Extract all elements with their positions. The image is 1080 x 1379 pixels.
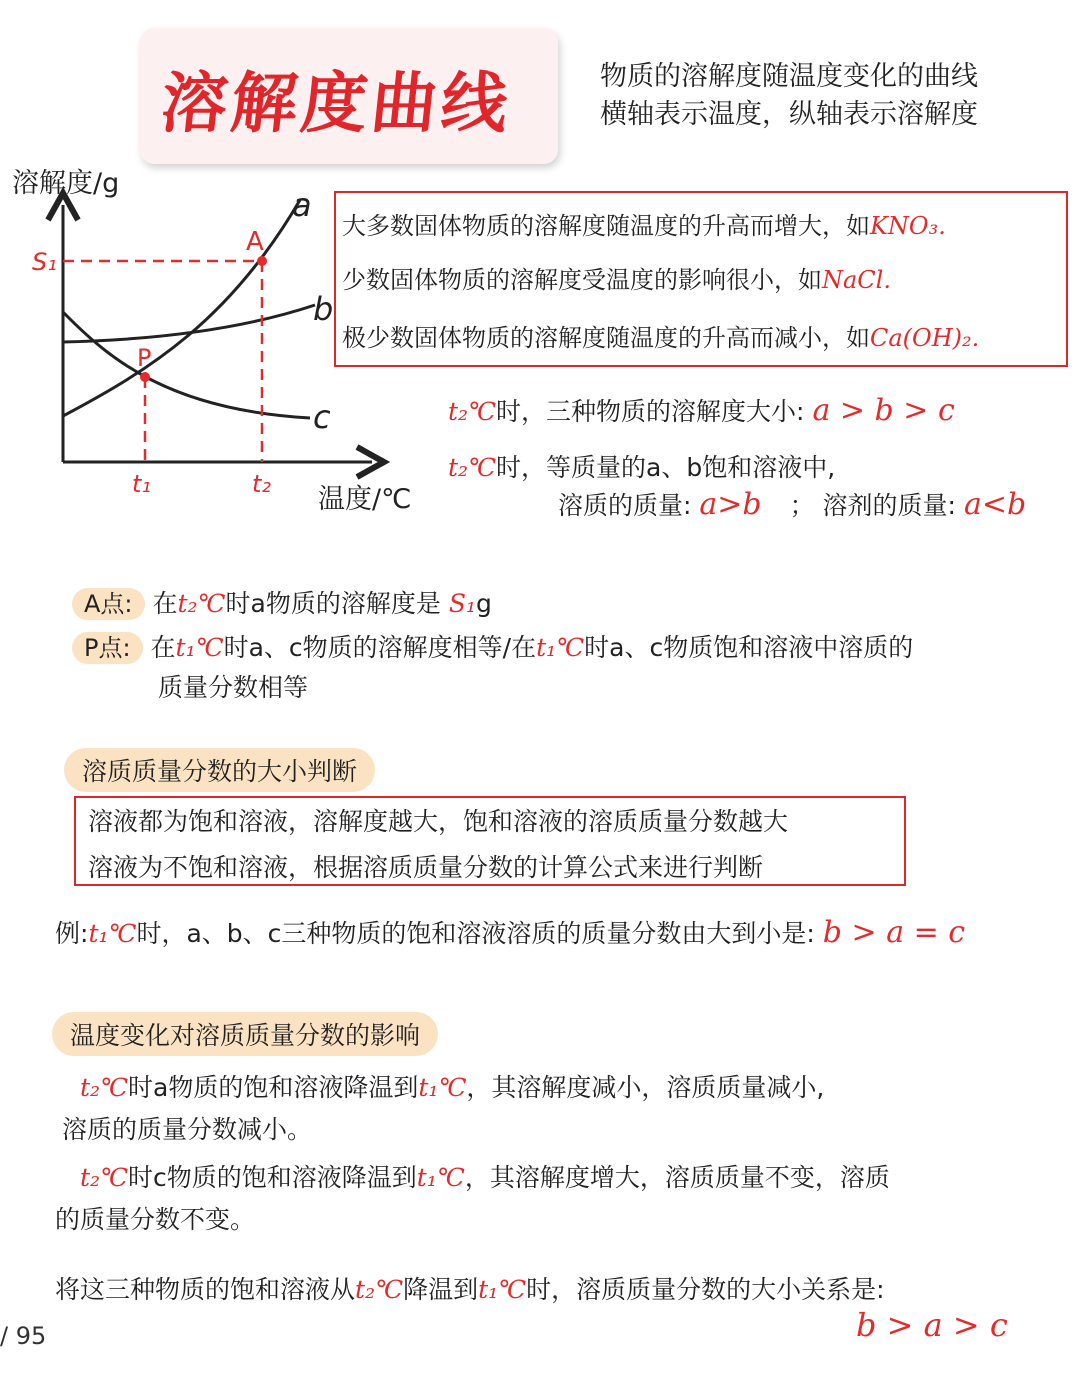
rule-3: 极少数固体物质的溶解度随温度的升高而减小，如Ca(OH)₂. xyxy=(342,324,980,352)
point-p-dot xyxy=(140,372,150,382)
rule-2-example: NaCl. xyxy=(822,266,891,294)
intro-line-1: 物质的溶解度随温度变化的曲线 xyxy=(600,61,978,92)
section-2-para-3: 将这三种物质的饱和溶液从t₂℃降温到t₁℃时，溶质质量分数的大小关系是: xyxy=(55,1275,885,1304)
point-a-label: A xyxy=(246,227,264,257)
section-2-answer: b > a > c xyxy=(856,1306,1008,1344)
curve-a xyxy=(63,200,300,416)
t2-label: t₂ xyxy=(252,470,272,498)
section-1-answer: b > a = c xyxy=(822,915,966,950)
section-2-heading: 温度变化对溶质质量分数的影响 xyxy=(52,1012,438,1056)
curve-b-label: b xyxy=(313,290,334,328)
rule-1: 大多数固体物质的溶解度随温度的升高而增大，如KNO₃. xyxy=(342,212,946,240)
solute-answer: a>b xyxy=(699,487,762,522)
x-axis-label: 温度/℃ xyxy=(318,484,412,515)
page-number: / 95 xyxy=(0,1322,47,1350)
y-axis-label: 溶解度/g xyxy=(12,168,120,199)
curve-a-label: a xyxy=(292,186,312,224)
rule-1-example: KNO₃. xyxy=(870,212,946,240)
section-2-para-1: t₂℃时a物质的饱和溶液降温到t₁℃，其溶解度减小，溶质质量减小, xyxy=(80,1073,825,1102)
question-2-answers: 溶质的质量: a>b ； 溶剂的质量: a<b xyxy=(558,487,1027,522)
rule-2: 少数固体物质的溶解度受温度的影响很小，如NaCl. xyxy=(342,266,891,294)
page-title: 溶解度曲线 xyxy=(157,65,516,142)
point-a-tag: A点: xyxy=(72,588,145,620)
point-p-note-line-2: 质量分数相等 xyxy=(158,673,309,702)
point-p-label: P xyxy=(137,344,152,372)
question-1: t₂℃时，三种物质的溶解度大小: a > b > c xyxy=(448,393,955,428)
section-1-rule-1: 溶液都为饱和溶液，溶解度越大，饱和溶液的溶质质量分数越大 xyxy=(88,807,789,836)
intro-line-2: 横轴表示温度，纵轴表示溶解度 xyxy=(600,99,978,130)
point-p-note: P点: 在t₁℃时a、c物质的溶解度相等/在t₁℃时a、c物质饱和溶液中溶质的 xyxy=(72,628,913,664)
point-a-note: A点: 在t₂℃时a物质的溶解度是 S₁g xyxy=(72,584,492,620)
section-2-para-1-line-2: 溶质的质量分数减小。 xyxy=(62,1115,313,1144)
section-1-example: 例:t₁℃时，a、b、c三种物质的饱和溶液溶质的质量分数由大到小是: b > a = c xyxy=(55,915,966,950)
curve-c-label: c xyxy=(313,398,331,436)
section-2-para-2: t₂℃时c物质的饱和溶液降温到t₁℃，其溶解度增大，溶质质量不变，溶质 xyxy=(80,1163,890,1192)
s1-label: S₁ xyxy=(32,248,57,276)
solvent-answer: a<b xyxy=(963,487,1027,522)
point-a-dot xyxy=(257,256,267,266)
point-p-tag: P点: xyxy=(72,632,143,664)
section-1-heading: 溶质质量分数的大小判断 xyxy=(64,748,375,792)
section-2-para-2-line-2: 的质量分数不变。 xyxy=(55,1205,256,1234)
curve-c xyxy=(63,312,310,418)
t1-label: t₁ xyxy=(132,470,152,498)
question-1-answer: a > b > c xyxy=(812,393,955,428)
rule-3-example: Ca(OH)₂. xyxy=(870,324,980,352)
section-1-rule-2: 溶液为不饱和溶液，根据溶质质量分数的计算公式来进行判断 xyxy=(88,853,764,882)
question-2: t₂℃时，等质量的a、b饱和溶液中, xyxy=(448,453,836,482)
